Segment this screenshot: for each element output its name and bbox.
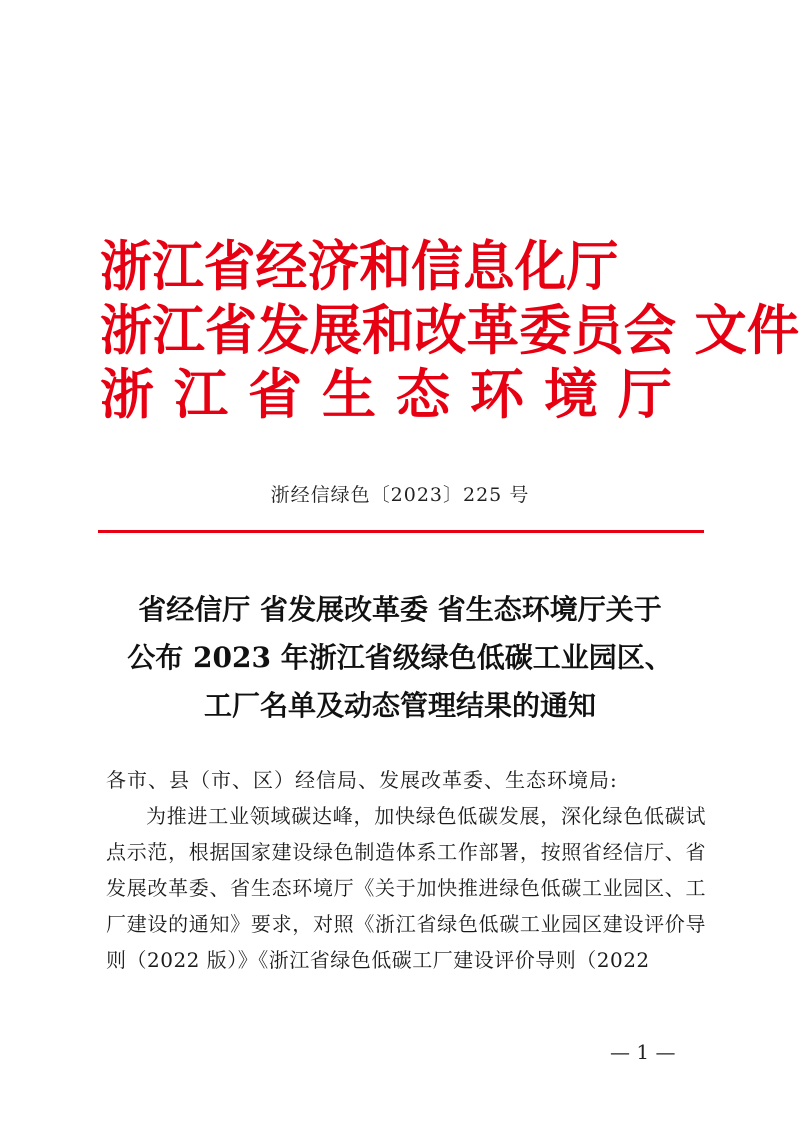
issuer-header bbox=[100, 234, 800, 426]
issuer-line-1: 浙江省经济和信息化厅 bbox=[100, 234, 619, 298]
issuer-line-2: 浙江省发展和改革委员会 文件 bbox=[100, 298, 800, 362]
document-number: 浙经信绿色〔2023〕225 号 bbox=[270, 484, 530, 506]
title-line-1: 省经信厅 省发展改革委 省生态环境厅关于 bbox=[138, 593, 662, 626]
document-body bbox=[106, 762, 706, 978]
issuer-line-3: 浙江省生态环境厅 bbox=[100, 362, 692, 426]
title-line-3: 工厂名单及动态管理结果的通知 bbox=[203, 689, 596, 722]
body-paragraph: 为推进工业领域碳达峰，加快绿色低碳发展，深化绿色低碳试点示范，根据国家建设绿色制造体系工作部署，按照省经信厅、省发展改革委、省生态环境厅《关于加快推进绿色低碳工业园区、工厂建设的通知》要求，对照《浙江省绿色低碳工业园区建设评价导则（2022 版）》《浙江省绿色低碳工厂建设评价导则（2022 bbox=[106, 804, 706, 972]
page-number: — 1 — bbox=[610, 1040, 676, 1064]
salutation: 各市、县（市、区）经信局、发展改革委、生态环境局: bbox=[106, 768, 618, 792]
header-divider bbox=[98, 530, 704, 533]
title-line-2: 公布 2023 年浙江省级绿色低碳工业园区、 bbox=[127, 641, 673, 674]
document-title bbox=[60, 586, 740, 730]
